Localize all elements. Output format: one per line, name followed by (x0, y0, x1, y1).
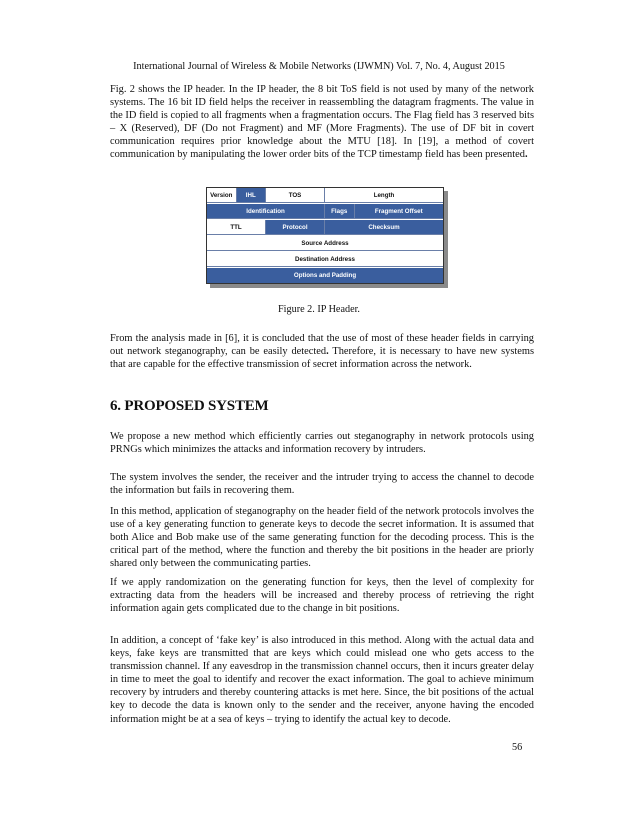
paragraph-bold-period: . (524, 149, 528, 161)
ip-header-row-2 (207, 204, 443, 219)
paragraph-analysis (110, 332, 534, 371)
ip-header-row-1 (207, 188, 443, 203)
field-length: Length (325, 188, 443, 203)
ip-header-figure (206, 187, 444, 284)
ip-header-row-5 (207, 252, 443, 267)
field-destination-address: Destination Address (207, 252, 443, 267)
paragraph-system-parties: The system involves the sender, the receiver and the intruder trying to access the channel to decode the information but fails in recovering them. (110, 472, 534, 497)
field-tos: TOS (266, 188, 325, 203)
ip-header-row-3 (207, 220, 443, 235)
paragraph-text: Fig. 2 shows the IP header. In the IP header, the 8 bit ToS field is not used by many of the network systems. The 16 bit ID field helps the receiver in reassembling the datagram fragments. The value in the ID field is copied to all fragments when a fragmentation occurs. The Flag field has 3 reserved bits – X (Reserved), DF (Do not Fragment) and MF (More Fragments). The use of DF bit in covert communication requires prior knowledge about the MTU [18]. In [19], a method of covert communication by manipulating the lower order bits of the TCP timestamp field has been presented (110, 84, 534, 161)
paragraph-method: In this method, application of steganography on the header field of the network protocols involves the use of a key generating function to generate keys to decode the secret information. It is assumed that both Alice and Bob make use of the same generating function for the decoding process. This is the critical part of the method, where the function and thereby the bit positions in the header are priorly shared only between the communicating parties. (110, 506, 534, 570)
section-title: 6. PROPOSED SYSTEM (110, 398, 269, 414)
ip-header-row-6 (207, 268, 443, 283)
journal-header: International Journal of Wireless & Mobile Networks (IJWMN) Vol. 7, No. 4, August 2015 (133, 61, 505, 72)
figure-caption: Figure 2. IP Header. (278, 304, 360, 315)
paragraph-text: From the analysis made in [6], it is concluded that the use of most of these header fields in carrying out network steganography, can be easily detected (110, 333, 534, 358)
paragraph-text: Therefore, it is necessary to have new systems that are capable for the effective transmission of secret information across the network. (110, 346, 534, 371)
field-ttl: TTL (207, 220, 266, 235)
paragraph-proposal: We propose a new method which efficiently carries out steganography in network protocols using PRNGs which minimizes the attacks and information recovery by intruders. (110, 431, 534, 456)
paragraph-randomization: If we apply randomization on the generating function for keys, then the level of complexity for extracting data from the headers will be increased and thereby process of retrieving the right information again gets complicated due to the change in bit positions. (110, 577, 534, 615)
field-checksum: Checksum (325, 220, 443, 235)
field-fragment-offset: Fragment Offset (355, 204, 444, 219)
paragraph-bold-period: . (326, 346, 329, 358)
paragraph-fake-key: In addition, a concept of ‘fake key’ is also introduced in this method. Along with the actual data and keys, fake keys are transmitted that are keys which could mislead one who gets access to the transmission channel. If any eavesdrop in the transmission channel occurs, then it incurs greater delay in time to meet the goal to identify and recover the exact information. The goal to achieve minimum recovery by intruders and thereby countering attacks is met here. Since, the bit positions of the actual key to decode the data is known only to the sender and the receiver, anyone having the encoded information might be at a sea of keys – trying to identify the actual key to decode. (110, 635, 534, 725)
paragraph-ip-header-description (110, 83, 534, 162)
field-protocol: Protocol (266, 220, 325, 235)
field-flags: Flags (325, 204, 355, 219)
field-ihl: IHL (237, 188, 267, 203)
field-version: Version (207, 188, 237, 203)
field-identification: Identification (207, 204, 325, 219)
page-number: 56 (512, 742, 523, 753)
ip-header-row-4 (207, 236, 443, 251)
field-options-and-padding: Options and Padding (207, 268, 443, 283)
field-source-address: Source Address (207, 236, 443, 251)
